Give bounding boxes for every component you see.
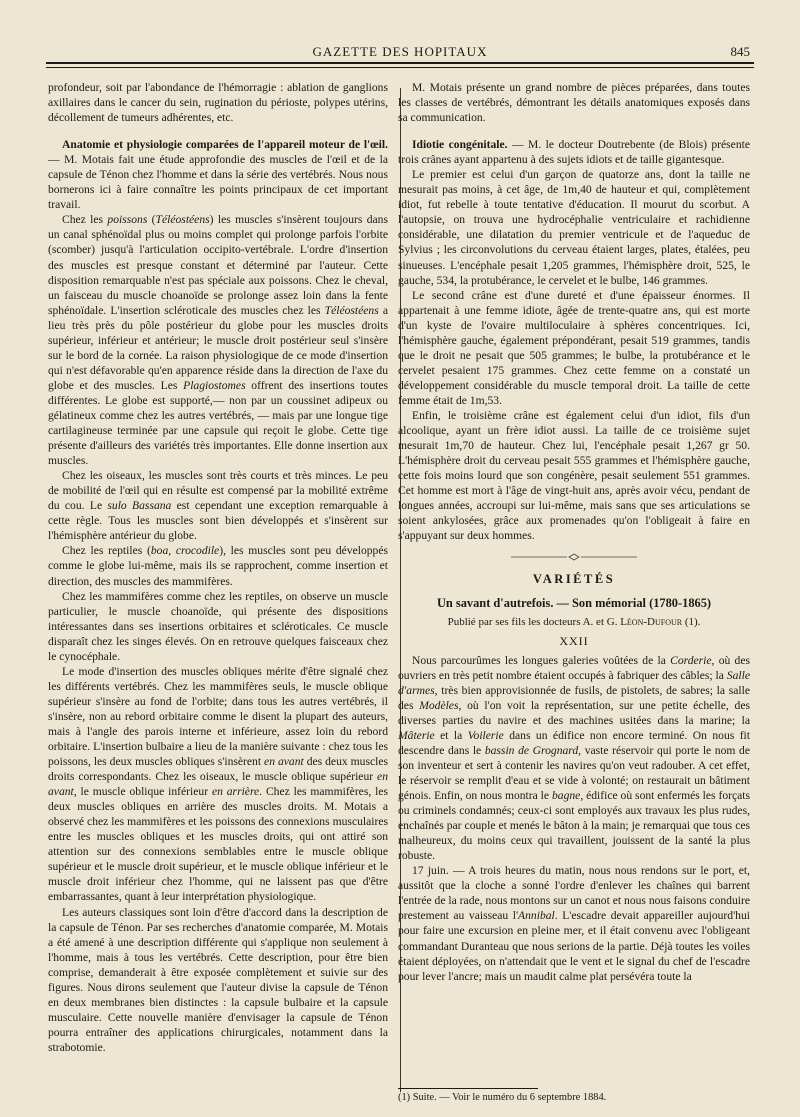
italic-run: en avant: [264, 755, 304, 769]
text-run: des deux muscles droits correspondants. Chez les oiseaux, le muscle oblique supérieur: [48, 755, 388, 784]
italic-run: boa, crocodile: [150, 544, 220, 558]
text-run: le muscle oblique inférieur: [76, 785, 212, 799]
idiotie-intro-text: — M. le docteur Doutrebente (de Blois) présente trois crânes ayant appartenu à des sujets idiots et de taille gigantesque.: [398, 138, 750, 167]
italic-run: Mâterie: [398, 728, 435, 742]
paragraph-pieces: M. Motais présente un grand nombre de pièces préparées, dans toutes les classes de vertébrés, démontrant les détails anatomiques exposés dans sa communication.: [398, 81, 750, 125]
italic-run: en avant,: [48, 770, 388, 799]
author-name: Léon-Dufour: [620, 615, 683, 628]
paragraph-reptiles: [48, 543, 388, 588]
text-run: Chez les reptiles (: [62, 544, 151, 558]
italic-run: Voilerie: [467, 728, 504, 742]
italic-run: bagne: [551, 789, 581, 803]
text-run: a lieu très près du pôle postérieur du globe pour les muscles droits supérieur, inférieur et antérieur; le muscle droit postérieur seul s'insère sur le bord de la cornée. La raison physiologique de ce mode d'insertion qui n'est défavorable qu'en apparence réside dans la direction de l'axe du globe et des muscles. Les: [48, 303, 388, 392]
paragraph-auteurs: Les auteurs classiques sont loin d'être d'accord dans la description de la capsule de Ténon. Par ses recherches d'anatomie comparée, M. Motais a été amené à une description différente qui s'applique non seulement à l'homme, mais à tous les vertébrés. Cette description, pour être bien comprise, demanderait à être exposée complètement et suivie sur des figures. Nous dirons seulement que l'auteur divise la capsule de Ténon en deux membranes bien distinctes : la capsule bulbaire et la capsule musculaire. Cette nouvelle manière d'envisager la capsule de Ténon pourra entraîner des applications chirurgicales, notamment dans la strabotomie.: [48, 905, 388, 1054]
paragraph-premier: Le premier est celui d'un garçon de quatorze ans, dont la taille ne mesurait pas moins, à cet âge, de 1m,40 de hauteur et qui, complètement idiot, fut rebelle à toute tentative d'éducation. Il mourut du scorbut. A l'autopsie, on trouva une hydrocéphalie ventriculaire et rachidienne considérable, une dilatation du premier ventricule et de l'aqueduc de Sylvius ; les circonvolutions du cerveau étaient larges, plates, étalées, peu sinueuses. L'encéphale pesait 1,205 grammes, l'hémisphère droit, 525, le gauche, 534, la protubérance, le cervelet et le bulbe, 146 grammes.: [398, 168, 750, 287]
chapter-number: XXII: [559, 633, 589, 648]
article-title: Un savant d'autrefois. — Son mémorial (1780-1865): [436, 595, 712, 610]
italic-run: poissons: [107, 213, 148, 227]
page-header-title: GAZETTE DES HOPITAUX: [312, 44, 488, 59]
text-run: . L'escadre devait appareiller aujourd'hui pour faire une excursion en pleine mer, et il était convenu avec l'obligeant commandant Duranteau que nous serions de la partie. Déjà toutes les voiles étaient déployées, on n'attendait que le vent et le signal du chef de l'escadre pour lever l'ancre; mais un maudit calme plat persévéra toute la: [398, 909, 750, 983]
text-run: ), les muscles sont peu développés comme le globe lui-même, mais ils se rapprochent, comme insertion et direction, des muscles des mammifères.: [48, 544, 388, 588]
text-run: (: [147, 213, 156, 227]
text-run: (1).: [682, 615, 701, 628]
anatomy-intro-text: — M. Motais fait une étude approfondie des muscles de l'œil et de la capsule de Ténon chez l'homme et dans la série des vertébrés. Nous nous bornerons ici à faire connaître les points principaux de cet important travail.: [48, 153, 388, 212]
text-run: et la: [434, 728, 468, 742]
paragraph-corderie: [398, 653, 750, 864]
text-run: offrent des insertions toutes différentes. Le globe est supporté,— non par un coussinet adipeux ou gélatineux comme chez les autres vertébrés, — mais par une longue tige cartilagineuse terminée par une capsule qui reçoit le globe. Cette tige présente d'ailleurs des variétés très importantes. Elle donne insertion aux muscles.: [48, 378, 388, 468]
text-run: , vaste réservoir qui porte le nom de son inventeur et sert à contenir les navires qu'on veut radouber. A cet effet, le réservoir se remplit d'eau et se vide à volonté; on restaurait un bâtiment génois. Enfin, on nous montra le: [398, 743, 750, 803]
italic-run: Plagiostomes: [183, 378, 246, 392]
text-run: , où des ouvriers en très petit nombre étaient occupés à fabriquer des câbles; la: [398, 653, 750, 682]
italic-run: Salle d'armes: [398, 668, 750, 697]
paragraph-poissons: [48, 212, 388, 468]
section-title-varietes: VARIÉTÉS: [532, 572, 616, 587]
paragraph-oiseaux: [48, 468, 388, 543]
article-byline: [398, 615, 750, 630]
paragraph-idiotie-intro: [398, 137, 750, 167]
text-run: dans un édifice non encore terminé. On nous fit descendre dans le: [398, 728, 751, 757]
paragraph-anatomy-intro: [48, 137, 388, 212]
paragraph-troisieme: Enfin, le troisième crâne est également celui d'un idiot, fils d'un alcoolique, ayant un frère idiot aussi. La taille de ce troisième sujet mesurait 1m,70 de hauteur. Chez lui, l'encéphale pesait 1,267 gr 50. L'hémisphère droit du cerveau pesait 555 grammes et l'hémisphère gauche, cette fois moins lourd que son congénère, pesait seulement 551 grammes. Cet homme est mort à l'âge de vingt-huit ans, après avoir vécu, pendant de longues années, accroupi sur lui-même, mais sans que ses articulations se soient ankylosées, grâce aux promenades qu'on l'obligeait à faire en s'appuyant sur deux hommes.: [398, 408, 750, 543]
right-column: [398, 80, 750, 984]
footnote-rule: [398, 1088, 538, 1089]
text-run: . Chez les mammifères, les deux muscles obliques en arrière des muscles droits. M. Motais a observé chez les mammifères et les poissons des connexions musculaires entre les muscles obliques et les muscles droits, qui ont attiré son attention sur des connexions semblables entre le muscle oblique supérieur et le muscle droit supérieur, et le muscle oblique inférieur et le muscle droit inférieur chez l'homme, qui ne laissent pas que d'être embarrassantes, quant à leur interprétation physiologique.: [48, 785, 388, 904]
italic-run: sulo Bassana: [107, 499, 172, 513]
italic-run: Annibal: [518, 909, 555, 923]
italic-run: Téléostéens: [324, 303, 379, 317]
ornament-divider: [398, 551, 750, 566]
italic-run: Corderie: [670, 653, 712, 667]
text-run: ) les muscles s'insèrent toujours dans un canal sphénoïdal plus ou moins complet qui prolonge parfois l'orbite (scomber) jusqu'à l'articulation occipito-vertébrale. L'ordre d'insertion des muscles est presque constant et déterminé par l'auteur. Cette disposition remarquable n'est pas spéciale aux poissons. Chez le cheval, un faisceau du muscle choanoïde se prolonge assez loin dans la fente sphénoïdale. L'insertion scléroticale des muscles chez les: [48, 213, 388, 317]
paragraph-continuation: profondeur, soit par l'abondance de l'hémorragie : ablation de ganglions axillaires dans le cancer du sein, rugination du périoste, polypes utérins, décollement de tumeurs adhérentes, etc.: [48, 81, 388, 125]
paragraph-17-juin: [398, 863, 750, 983]
text-run: Chez les: [62, 213, 108, 227]
text-run: Chez les oiseaux, les muscles sont très courts et très minces. Le peu de mobilité de l'œil qui en résulte est compensé par la mobilité extrême du cou. Le: [48, 469, 388, 513]
header-rule-thick: [46, 62, 754, 64]
left-column: [48, 80, 388, 1055]
idiotie-heading: Idiotie congénitale.: [412, 138, 508, 152]
text-run: est cependant une exception remarquable à cette règle. Tous les muscles sont bien développés et s'insèrent sur l'hémisphère antérieur du globe.: [48, 499, 388, 543]
paragraph-second: Le second crâne est d'une dureté et d'une épaisseur énormes. Il appartenait à une femme idiote, âgée de trente-quatre ans, qui est morte d'un kyste de l'ovaire multiloculaire à sphères concentriques. Ici, l'hémisphère gauche, également prépondérant, pesait 519 grammes, tandis que le droit ne pesait que 505 grammes; le bulbe, la protubérance et le cervelet pesaient 175 grammes. Chez cette femme on a constaté un développement considérable du muscle temporal droit. La taille de cette femme était de 1m,53.: [398, 288, 750, 407]
text-run: , édifice où sont enfermés les forçats ou criminels condamnés; ceux-ci sont employés aux travaux les plus rudes, enchaînés par couple et menés le bâton à la main; je remarquai que tous ces malheureux, du moins ceux qui travaillent, jouissent de la santé la plus robuste.: [398, 789, 751, 863]
italic-run: bassin de Grognard: [484, 743, 579, 757]
text-run: , très bien approvisionnée de fusils, de pistolets, de sabres; la salle des: [398, 683, 750, 712]
anatomy-heading: Anatomie et physiologie comparées de l'appareil moteur de l'œil.: [62, 138, 388, 152]
italic-run: en arrière: [211, 785, 260, 799]
text-run: Publié par ses fils les docteurs A. et G.: [447, 615, 621, 628]
paragraph-obliques: [48, 664, 388, 905]
footnote: (1) Suite. — Voir le numéro du 6 septembre 1884.: [398, 1092, 607, 1103]
paragraph-mammiferes: Chez les mammifères comme chez les reptiles, on observe un muscle particulier, le muscle choanoïde, qui présente des dispositions intéressantes dans ses insertions orbitaires et scléroticales. Ce muscle disparaît chez les singes élevés. On en retrouve quelques faisceaux chez le cynocéphale.: [48, 589, 388, 663]
header-rule-thin: [46, 67, 754, 68]
italic-run: Téléostéens: [155, 213, 210, 227]
page-number: 845: [730, 44, 750, 59]
text-run: Le mode d'insertion des muscles obliques mérite d'être signalé chez les différents vertébrés. Chez les mammifères seuls, le muscle oblique supérieur s'insère au fond de l'orbite; dans tous les autres vertébrés, il s'insère, non au rebord orbitaire comme le disent la plupart des auteurs, mais à l'angle des parois interne et inférieure, assez loin du rebord orbitaire. L'insertion bulbaire a lieu de la manière suivante : chez tous les poissons, les deux muscles obliques s'insèrent: [48, 664, 388, 769]
text-run: , où l'on voit la représentation, sur une petite échelle, des diverses parties du navire et des machines usitées dans la marine; la: [398, 698, 750, 727]
text-run: Nous parcourûmes les longues galeries voûtées de la: [412, 653, 671, 667]
text-run: 17 juin. — A trois heures du matin, nous nous rendons sur le port, et, aussitôt que la cloche a sonné l'ordre d'enlever les chaînes qui barrent l'entrée de la rade, nous montons sur un canot et nous nous faisons conduire prestement au vaisseau l': [398, 864, 750, 923]
italic-run: Modèles: [419, 698, 459, 712]
ornament-rule-icon: [509, 553, 639, 561]
